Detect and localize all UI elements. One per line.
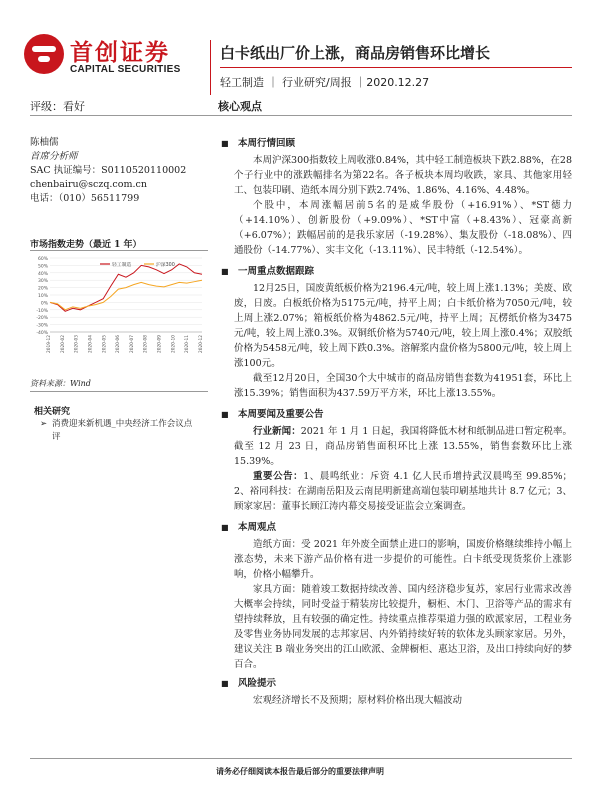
header-divider [210, 40, 211, 95]
news-text-industry: 2021 年 1 月 1 日起，我国将降低木材和纸制品进口暂定税率。截至 12 月 23 日，商品房销售面积环比上涨 13.55%，销售套数环比上涨 15.39%。 [234, 426, 572, 467]
news-label-industry: 行业新闻： [253, 426, 301, 437]
chart-x-tick: 2020-09 [157, 335, 163, 353]
source-divider [30, 391, 208, 392]
chart-x-tick: 2020-05 [102, 335, 108, 353]
report-subtitle: 轻工制造 ｜ 行业研究/周报 ｜2020.12.27 [220, 76, 430, 89]
section-title-review: ■ 本周行情回顾 [220, 136, 572, 151]
chart-y-tick: 20% [37, 286, 48, 292]
chart-x-tick: 2020-08 [143, 335, 149, 353]
related-item[interactable]: 消费迎来新机遇_中央经济工作会议点评 [52, 419, 193, 442]
data-paragraph-1: 12月25日，国废黄纸板价格为2196.4元/吨，较上周上涨1.13%；美废、欧废，日废。白板纸价格为5175元/吨，持平上周；白卡纸价格为7050元/吨，较上周上涨2.07%；箱板纸价格为4862.5元/吨，持平上周；瓦楞纸价格为3475元/吨，较上周上涨0.3%。双铜纸价格为5740元/吨，较上周上涨0.4%；双胶纸价格为5458元/吨，较上周下跌0.3%。溶解浆内盘价格为5800元/吨，较上周上涨100元。 [234, 283, 572, 369]
bullet-icon: ➢ [40, 419, 48, 429]
logo-name-cn: 首创证券 [70, 40, 170, 66]
chart-y-tick: -30% [36, 323, 48, 329]
chart-y-tick: 60% [37, 257, 48, 262]
chart-y-tick: 40% [37, 271, 48, 277]
chart-svg [30, 254, 208, 362]
chart-y-tick: -20% [36, 316, 48, 322]
news-label-announcement: 重要公告： [253, 471, 304, 482]
chart-x-tick: 2019-12 [47, 335, 52, 353]
rating: 评级：看好 [30, 100, 85, 113]
logo-mark-icon [24, 34, 64, 74]
core-view-heading: 核心观点 [218, 100, 262, 113]
views-paragraph-furniture: 家具方面：随着竣工数据持续改善、国内经济稳步复苏，家居行业需求改善大概率会持续，同时受益于精装房比较提升，橱柜、木门、卫浴等产品的需求有望持续释放，且有较强的确定性。持续重点推荐渠道力强的欧派家居，工程业务及零售业务协同发展的志邦家居、内外销持续好转的软体龙头顾家家居。另外，建议关注 B 端业务突出的江山欧派、金牌橱柜、惠达卫浴，及出口持续向好的梦百合。 [234, 584, 572, 670]
news-item-announcement [234, 469, 572, 514]
views-paragraph-paper: 造纸方面：受 2021 年外废全面禁止进口的影响，国废价格继续维持小幅上涨态势，未来下游产品价格有进一步提价的可能性。白卡纸受现货浆价上涨影响，价格小幅攀升。 [234, 539, 572, 580]
report-title: 白卡纸出厂价上涨，商品房销售环比增长 [220, 44, 491, 62]
review-paragraph-2: 个股中，本周涨幅居前5名的是威华股份（+16.91%）、*ST德力（+14.10%）、创新股份（+9.09%）、*ST中富（+8.43%）、冠豪高新（+6.07%）；跌幅居前的是我乐家居（-19.28%）、集友股份（-18.08%）、四通股份（-14.77%）、实丰文化（-13.11%）、民丰特纸（-12.54%）。 [234, 200, 572, 256]
chart-x-tick: 2020-04 [88, 335, 94, 353]
analyst-sac: SAC 执证编号：S0110520110002 [30, 165, 187, 176]
data-paragraph-2: 截至12月20日，全国30个大中城市的商品房销售套数为41951套，环比上涨15.39%；销售面积为437.59万平方米，环比上涨13.55%。 [234, 373, 572, 399]
logo-name-en: CAPITAL SECURITIES [70, 64, 181, 75]
footer-divider [30, 758, 572, 759]
index-chart [30, 254, 208, 362]
chart-y-tick: 10% [37, 294, 48, 299]
chart-x-tick: 2020-07 [129, 335, 135, 353]
section-title-risk: ■ 风险提示 [220, 676, 572, 691]
chart-source: 资料来源：Wind [30, 379, 91, 388]
section-title-news: ■ 本周要闻及重要公告 [220, 407, 572, 422]
news-text-announcement: 1、晨鸣纸业：斥资 4.1 亿人民币增持武汉晨鸣至 99.85%；2、裕同科技：在湖南岳阳及云南昆明新建高端包装印刷基地共计 8.7 亿元；3、顾家家居：董事长顾江涛内幕交易接受证监会立案调查。 [234, 471, 572, 512]
chart-y-tick: -10% [36, 308, 48, 314]
chart-x-tick: 2020-12 [199, 335, 204, 353]
section-title-data: ■ 一周重点数据跟踪 [220, 264, 572, 279]
chart-title: 市场指数走势（最近 1 年） [30, 240, 142, 250]
company-logo [24, 32, 212, 82]
analyst-name: 陈柚儒 [30, 137, 59, 148]
chart-y-tick: 0% [40, 301, 48, 307]
legend-label: 沪深300 [156, 263, 175, 268]
chart-y-tick: -40% [36, 331, 48, 336]
title-underline [220, 67, 572, 68]
section-title-views: ■ 本周观点 [220, 520, 572, 535]
news-item-industry [234, 424, 572, 469]
chart-x-tick: 2020-02 [60, 335, 66, 353]
chart-x-tick: 2020-10 [171, 335, 177, 353]
chart-x-tick: 2020-03 [74, 335, 80, 353]
chart-y-tick: 30% [37, 279, 48, 285]
related-list [40, 418, 200, 444]
core-view-body [220, 136, 572, 708]
analyst-info [30, 136, 186, 206]
section-divider [30, 115, 572, 116]
legend-label: 轻工制造 [112, 263, 132, 268]
analyst-email[interactable]: chenbairu@sczq.com.cn [30, 179, 147, 190]
related-title: 相关研究 [34, 407, 71, 417]
footer-disclaimer: 请务必仔细阅读本报告最后部分的重要法律声明 [216, 766, 384, 776]
chart-y-tick: 50% [37, 264, 48, 270]
risk-paragraph: 宏观经济增长不及预期；原材料价格出现大幅波动 [253, 695, 463, 706]
analyst-phone: 电话：（010）56511799 [30, 193, 140, 204]
chart-x-tick: 2020-11 [185, 335, 191, 353]
review-paragraph-1: 本周沪深300指数较上周收涨0.84%，其中轻工制造板块下跌2.88%，在28个子行业中的涨跌幅排名为第22名。各子板块本周均收跌，家具、其他家用轻工、包装印刷、造纸本周分别下跌2.74%、1.86%、4.16%、4.48%。 [234, 155, 572, 196]
chart-x-tick: 2020-06 [116, 335, 122, 353]
chart-divider [30, 250, 208, 251]
analyst-role: 首席分析师 [30, 151, 78, 162]
